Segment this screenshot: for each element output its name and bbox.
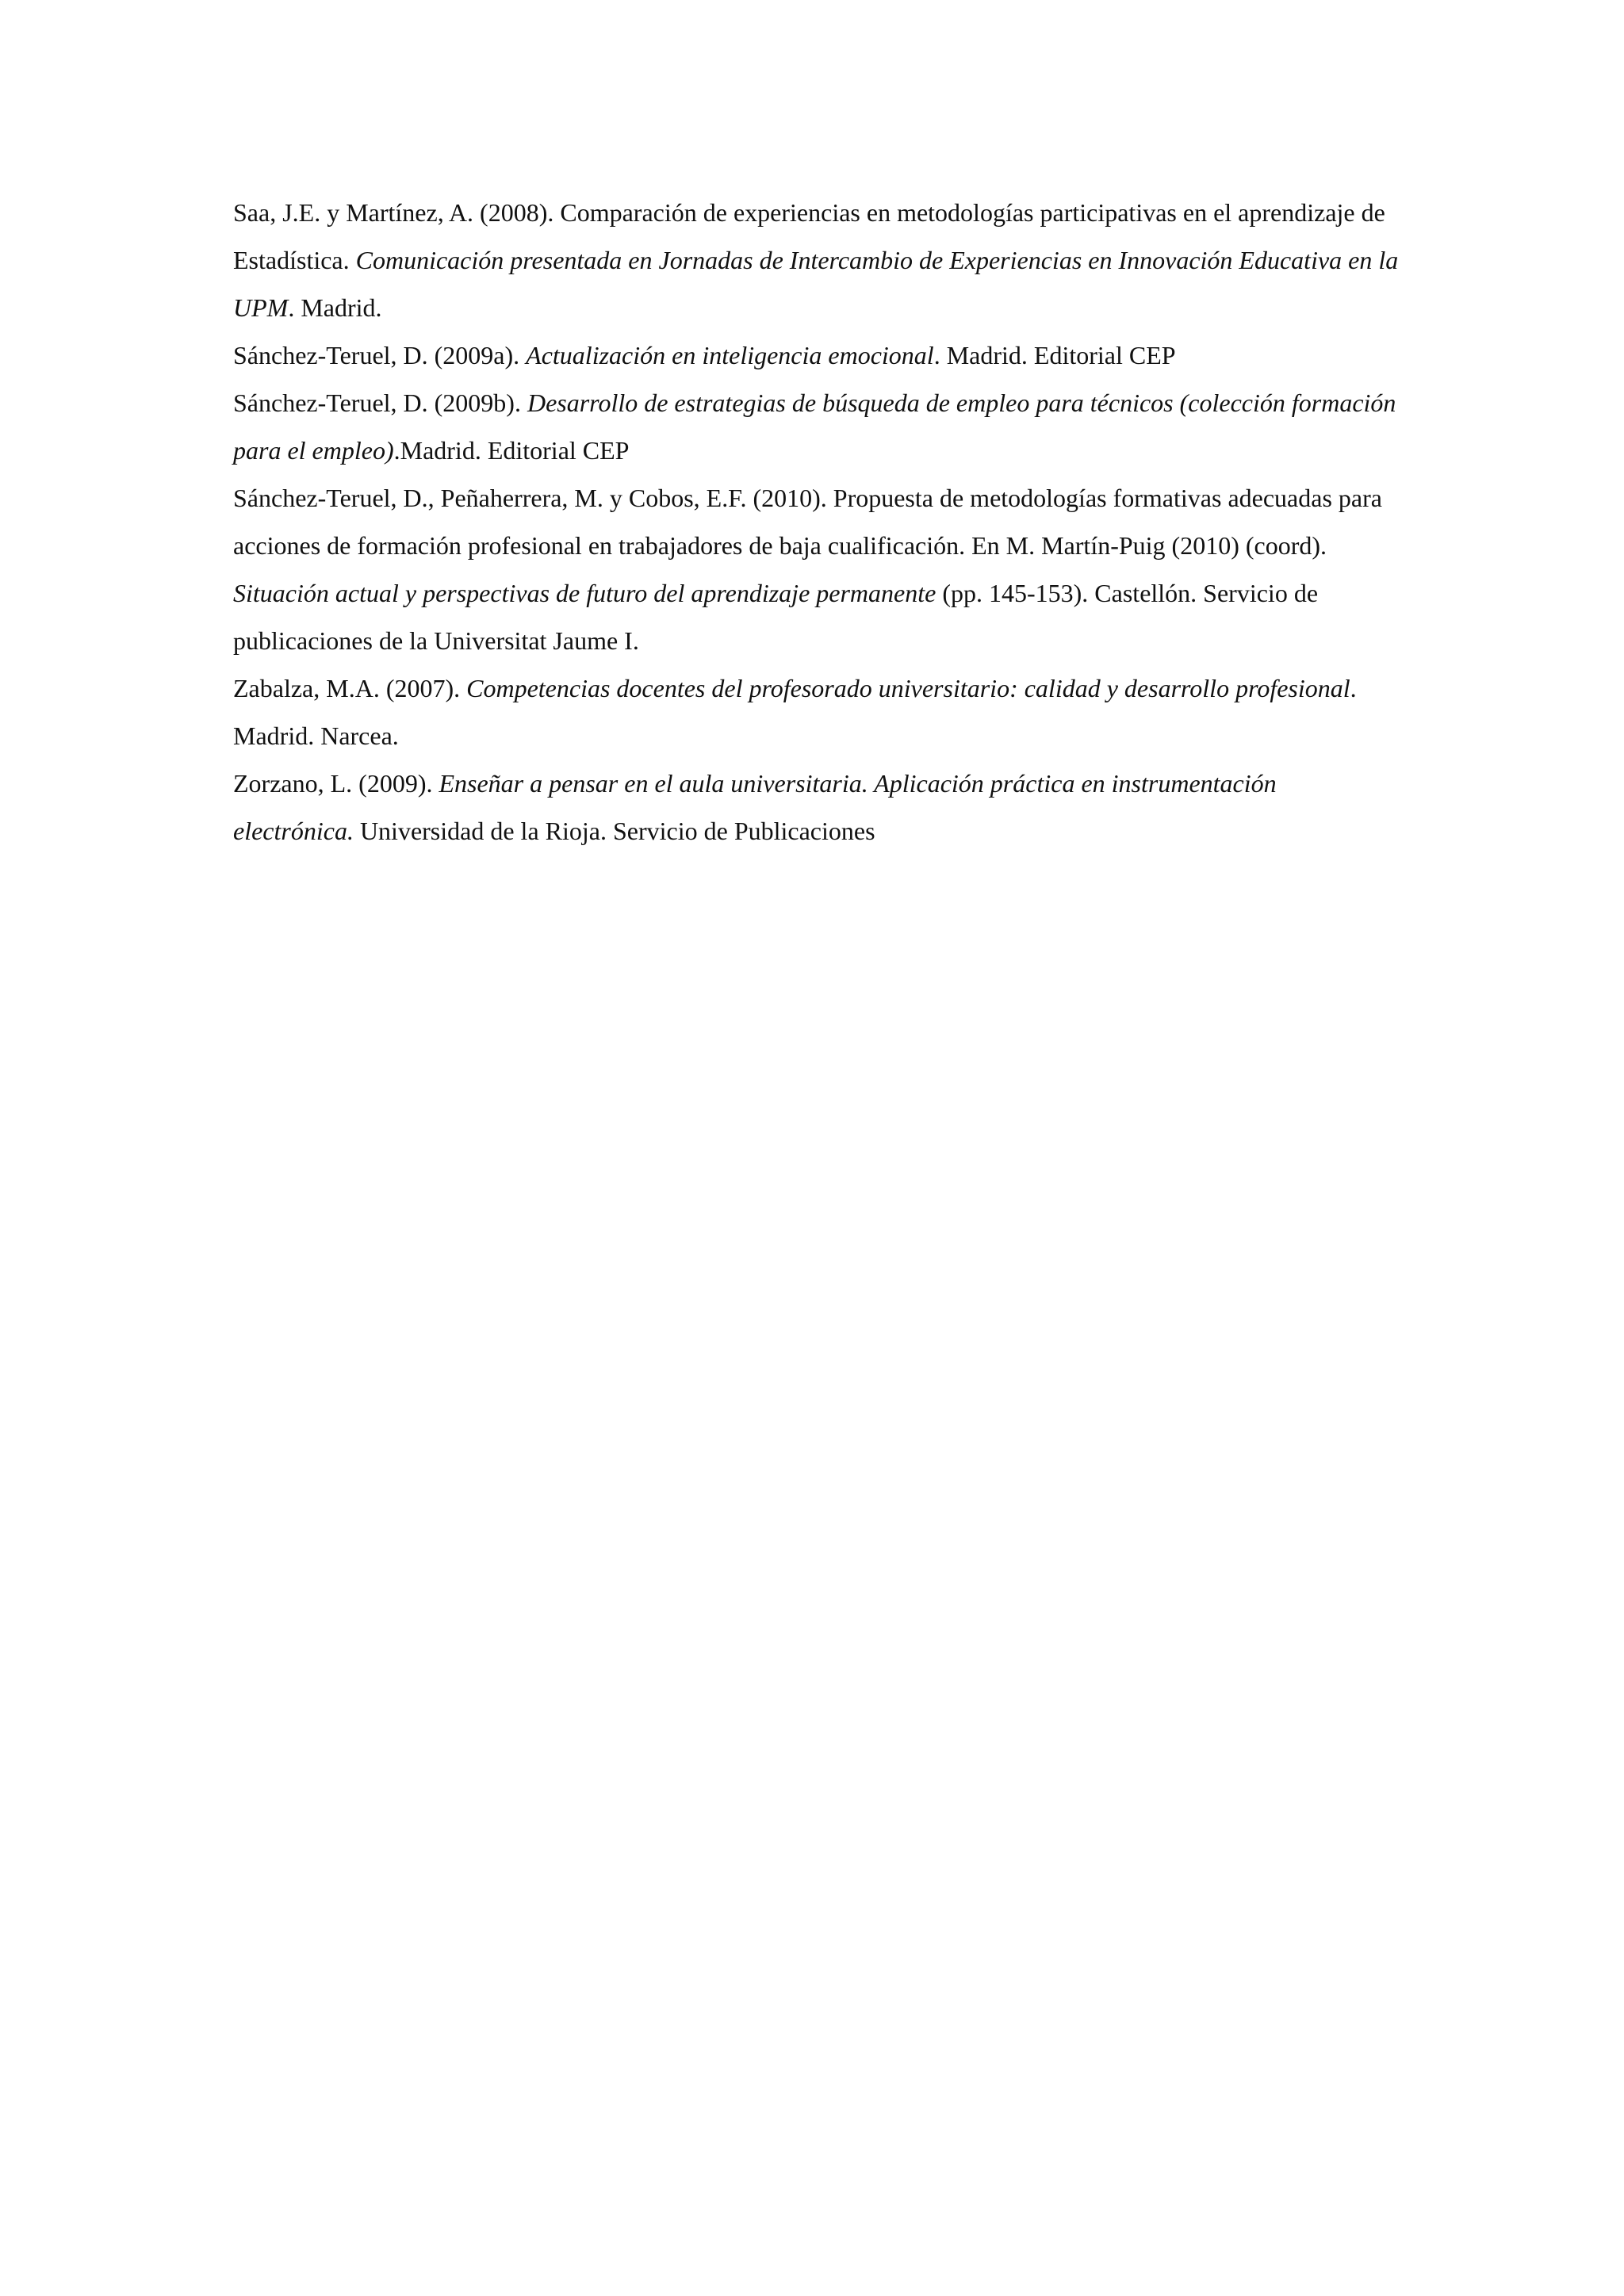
reference-text: Zabalza, M.A. (2007). bbox=[233, 674, 467, 702]
reference-zorzano-2009 bbox=[233, 760, 1399, 855]
reference-italic-text: Competencias docentes del profesorado universitario: calidad y desarrollo profesional bbox=[466, 674, 1350, 702]
reference-text: Universidad de la Rioja. Servicio de Publicaciones bbox=[353, 817, 875, 845]
reference-italic-text: Comunicación presentada en Jornadas de Intercambio de Experiencias en Innovación Educativa en la UPM bbox=[233, 246, 1399, 322]
reference-sanchez-teruel-2010 bbox=[233, 474, 1399, 569]
reference-italic-text: Actualización en inteligencia emocional bbox=[526, 341, 934, 369]
reference-italic-text: Enseñar a pensar en el aula universitaria. Aplicación práctica en instrumentación electrónica. bbox=[233, 769, 1277, 845]
reference-text: . Madrid. bbox=[288, 293, 382, 322]
reference-text: . Madrid. Editorial CEP bbox=[933, 341, 1176, 369]
reference-list bbox=[233, 189, 1399, 855]
reference-text: . Madrid. Narcea. bbox=[233, 674, 1357, 750]
reference-text: Saa, J.E. y Martínez, A. (2008). Comparación de experiencias en metodologías participativas en el aprendizaje de Estadística. bbox=[233, 198, 1385, 274]
reference-text: Sánchez-Teruel, D. (2009b). bbox=[233, 388, 527, 417]
reference-text: (pp. 145-153). Castellón. Servicio de publicaciones de la Universitat Jaume I. bbox=[233, 579, 1319, 655]
reference-text: .Madrid. Editorial CEP bbox=[393, 436, 630, 465]
reference-saa-martinez-2008 bbox=[233, 189, 1399, 331]
reference-sanchez-teruel-2009a bbox=[233, 331, 1399, 379]
reference-italic-text: Situación actual y perspectivas de futuro del aprendizaje permanente bbox=[233, 579, 936, 607]
reference-text: Sánchez-Teruel, D. (2009a). bbox=[233, 341, 527, 369]
reference-zabalza-2007 bbox=[233, 664, 1399, 760]
reference-situacion-actual bbox=[233, 569, 1399, 664]
reference-text: Sánchez-Teruel, D., Peñaherrera, M. y Cobos, E.F. (2010). Propuesta de metodologías formativas adecuadas para acciones de formación profesional en trabajadores de baja cualificación. En M. Martín-Puig (2010) (coord). bbox=[233, 484, 1382, 560]
reference-text: Zorzano, L. (2009). bbox=[233, 769, 439, 798]
reference-sanchez-teruel-2009b bbox=[233, 379, 1399, 474]
reference-italic-text: Desarrollo de estrategias de búsqueda de empleo para técnicos (colección formación para el empleo) bbox=[233, 388, 1396, 465]
